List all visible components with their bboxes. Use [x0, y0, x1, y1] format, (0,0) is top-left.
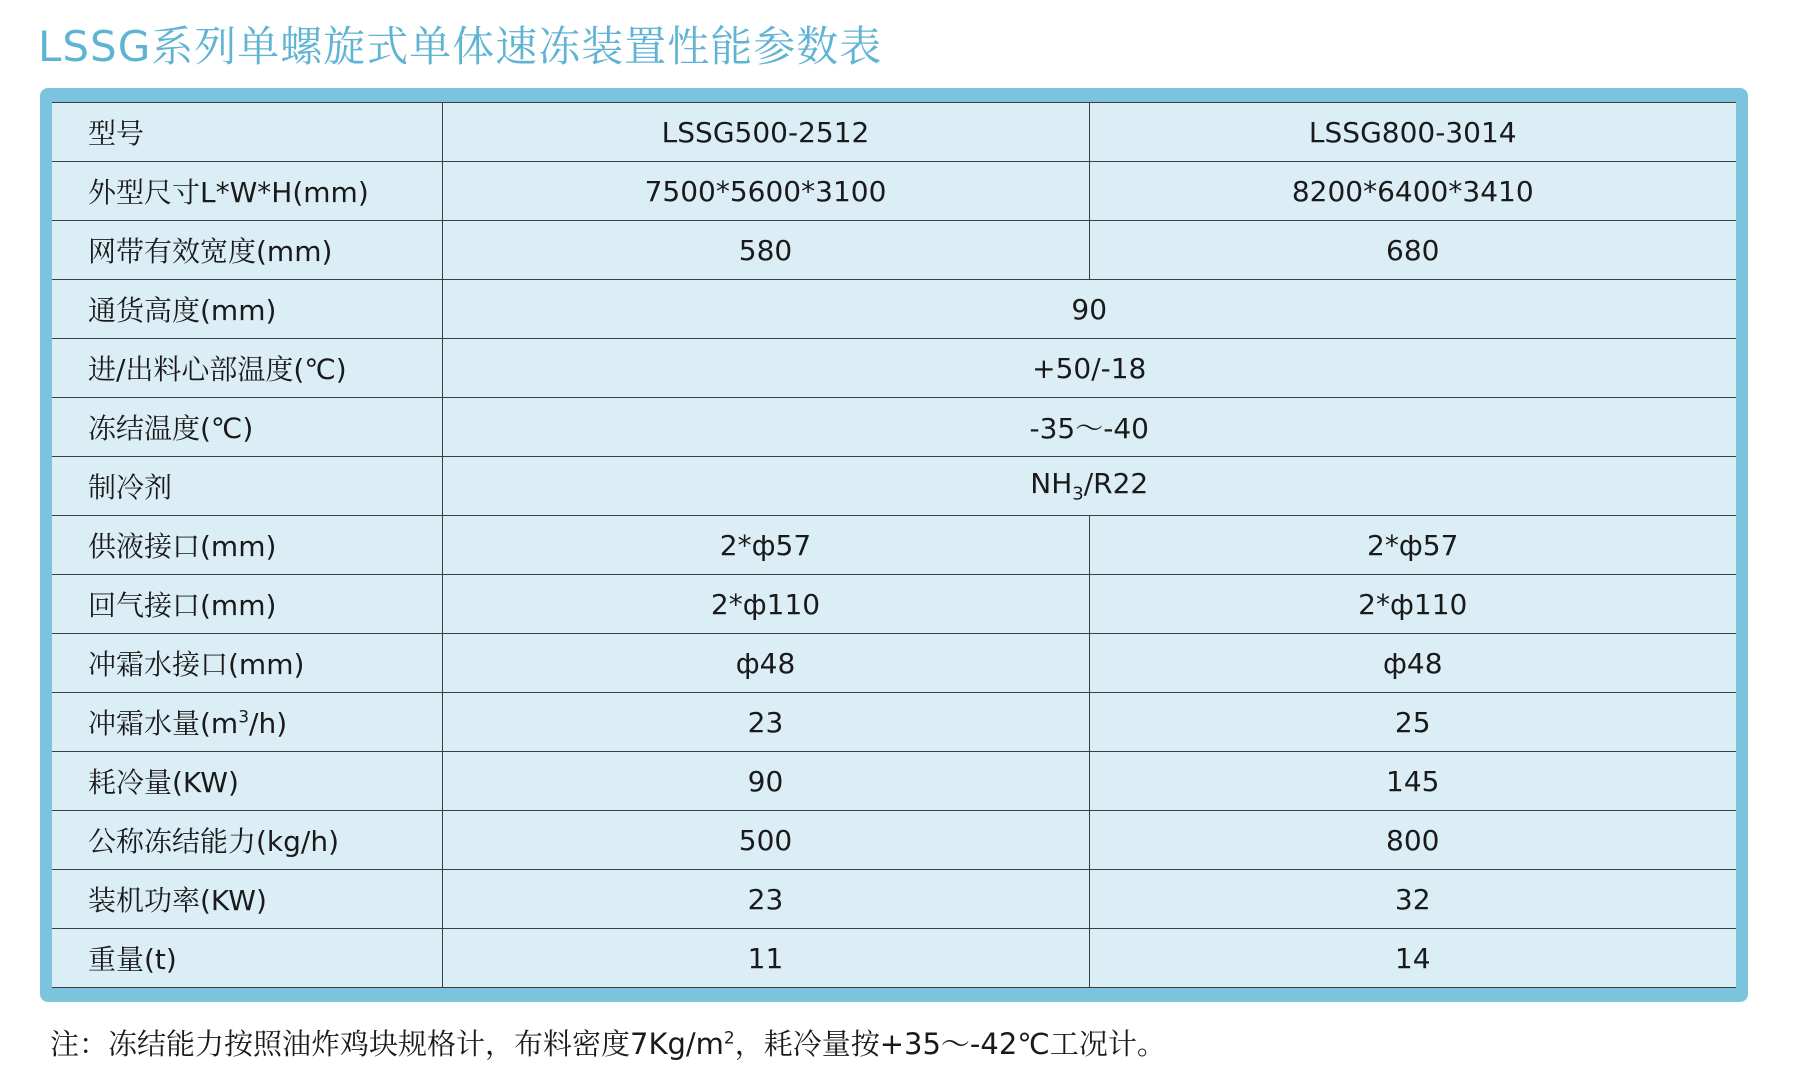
row-label-belt-width: 网带有效宽度(mm)	[52, 221, 442, 280]
table-row	[52, 398, 1736, 457]
table-row	[52, 516, 1736, 575]
cell-installed-power-a: 23	[442, 870, 1089, 929]
row-label-defrost-water	[52, 693, 442, 752]
cell-belt-width-a: 580	[442, 221, 1089, 280]
cell-refrigerant	[442, 457, 1736, 516]
defrost-water-label-post: /h)	[249, 707, 288, 740]
table-row	[52, 929, 1736, 988]
row-label-liquid-port: 供液接口(mm)	[52, 516, 442, 575]
row-label-core-temperature: 进/出料心部温度(℃)	[52, 339, 442, 398]
cell-installed-power-b: 32	[1089, 870, 1736, 929]
row-label-installed-power: 装机功率(KW)	[52, 870, 442, 929]
cell-clearance-height: 90	[442, 280, 1736, 339]
table-row	[52, 575, 1736, 634]
cell-model-b: LSSG800-3014	[1089, 103, 1736, 162]
refrigerant-text-pre: NH	[1030, 467, 1073, 501]
table-row	[52, 811, 1736, 870]
row-label-dimensions: 外型尺寸L*W*H(mm)	[52, 162, 442, 221]
row-label-freezing-temperature: 冻结温度(℃)	[52, 398, 442, 457]
refrigerant-subscript: 3	[1072, 483, 1084, 505]
table-row	[52, 870, 1736, 929]
cell-return-port-b: 2*ф110	[1089, 575, 1736, 634]
page-title: LSSG系列单螺旋式单体速冻装置性能参数表	[38, 22, 883, 71]
footnote	[50, 1022, 1166, 1063]
refrigerant-text-post: /R22	[1083, 467, 1149, 501]
table-row	[52, 339, 1736, 398]
footnote-pre: 注：冻结能力按照油炸鸡块规格计，布料密度7Kg/m	[50, 1027, 724, 1061]
cell-defrost-port-a: ф48	[442, 634, 1089, 693]
cell-weight-b: 14	[1089, 929, 1736, 988]
row-label-defrost-port: 冲霜水接口(mm)	[52, 634, 442, 693]
cell-dimensions-b: 8200*6400*3410	[1089, 162, 1736, 221]
cell-defrost-port-b: ф48	[1089, 634, 1736, 693]
footnote-sup: 2	[723, 1028, 735, 1049]
cell-defrost-water-a: 23	[442, 693, 1089, 752]
row-label-return-port: 回气接口(mm)	[52, 575, 442, 634]
row-label-clearance-height: 通货高度(mm)	[52, 280, 442, 339]
cell-liquid-port-b: 2*ф57	[1089, 516, 1736, 575]
cell-capacity-b: 800	[1089, 811, 1736, 870]
cell-dimensions-a: 7500*5600*3100	[442, 162, 1089, 221]
row-label-capacity: 公称冻结能力(kg/h)	[52, 811, 442, 870]
table-row	[52, 634, 1736, 693]
cell-model-a: LSSG500-2512	[442, 103, 1089, 162]
cell-defrost-water-b: 25	[1089, 693, 1736, 752]
cell-cooling-load-b: 145	[1089, 752, 1736, 811]
cell-liquid-port-a: 2*ф57	[442, 516, 1089, 575]
row-label-weight: 重量(t)	[52, 929, 442, 988]
table-row	[52, 221, 1736, 280]
row-label-refrigerant: 制冷剂	[52, 457, 442, 516]
defrost-water-label-pre: 冲霜水量(m	[88, 707, 239, 740]
cell-weight-a: 11	[442, 929, 1089, 988]
spec-table	[52, 102, 1736, 988]
footnote-post: ，耗冷量按+35～-42℃工况计。	[734, 1027, 1166, 1061]
row-label-model: 型号	[52, 103, 442, 162]
row-label-cooling-load: 耗冷量(KW)	[52, 752, 442, 811]
table-row	[52, 280, 1736, 339]
cell-belt-width-b: 680	[1089, 221, 1736, 280]
table-row	[52, 693, 1736, 752]
table-row	[52, 752, 1736, 811]
cell-core-temperature: +50/-18	[442, 339, 1736, 398]
cell-return-port-a: 2*ф110	[442, 575, 1089, 634]
cell-capacity-a: 500	[442, 811, 1089, 870]
table-frame	[40, 88, 1748, 1002]
defrost-water-label-sup: 3	[238, 707, 250, 728]
table-row	[52, 457, 1736, 516]
table-row	[52, 162, 1736, 221]
table-row	[52, 103, 1736, 162]
cell-cooling-load-a: 90	[442, 752, 1089, 811]
cell-freezing-temperature: -35～-40	[442, 398, 1736, 457]
